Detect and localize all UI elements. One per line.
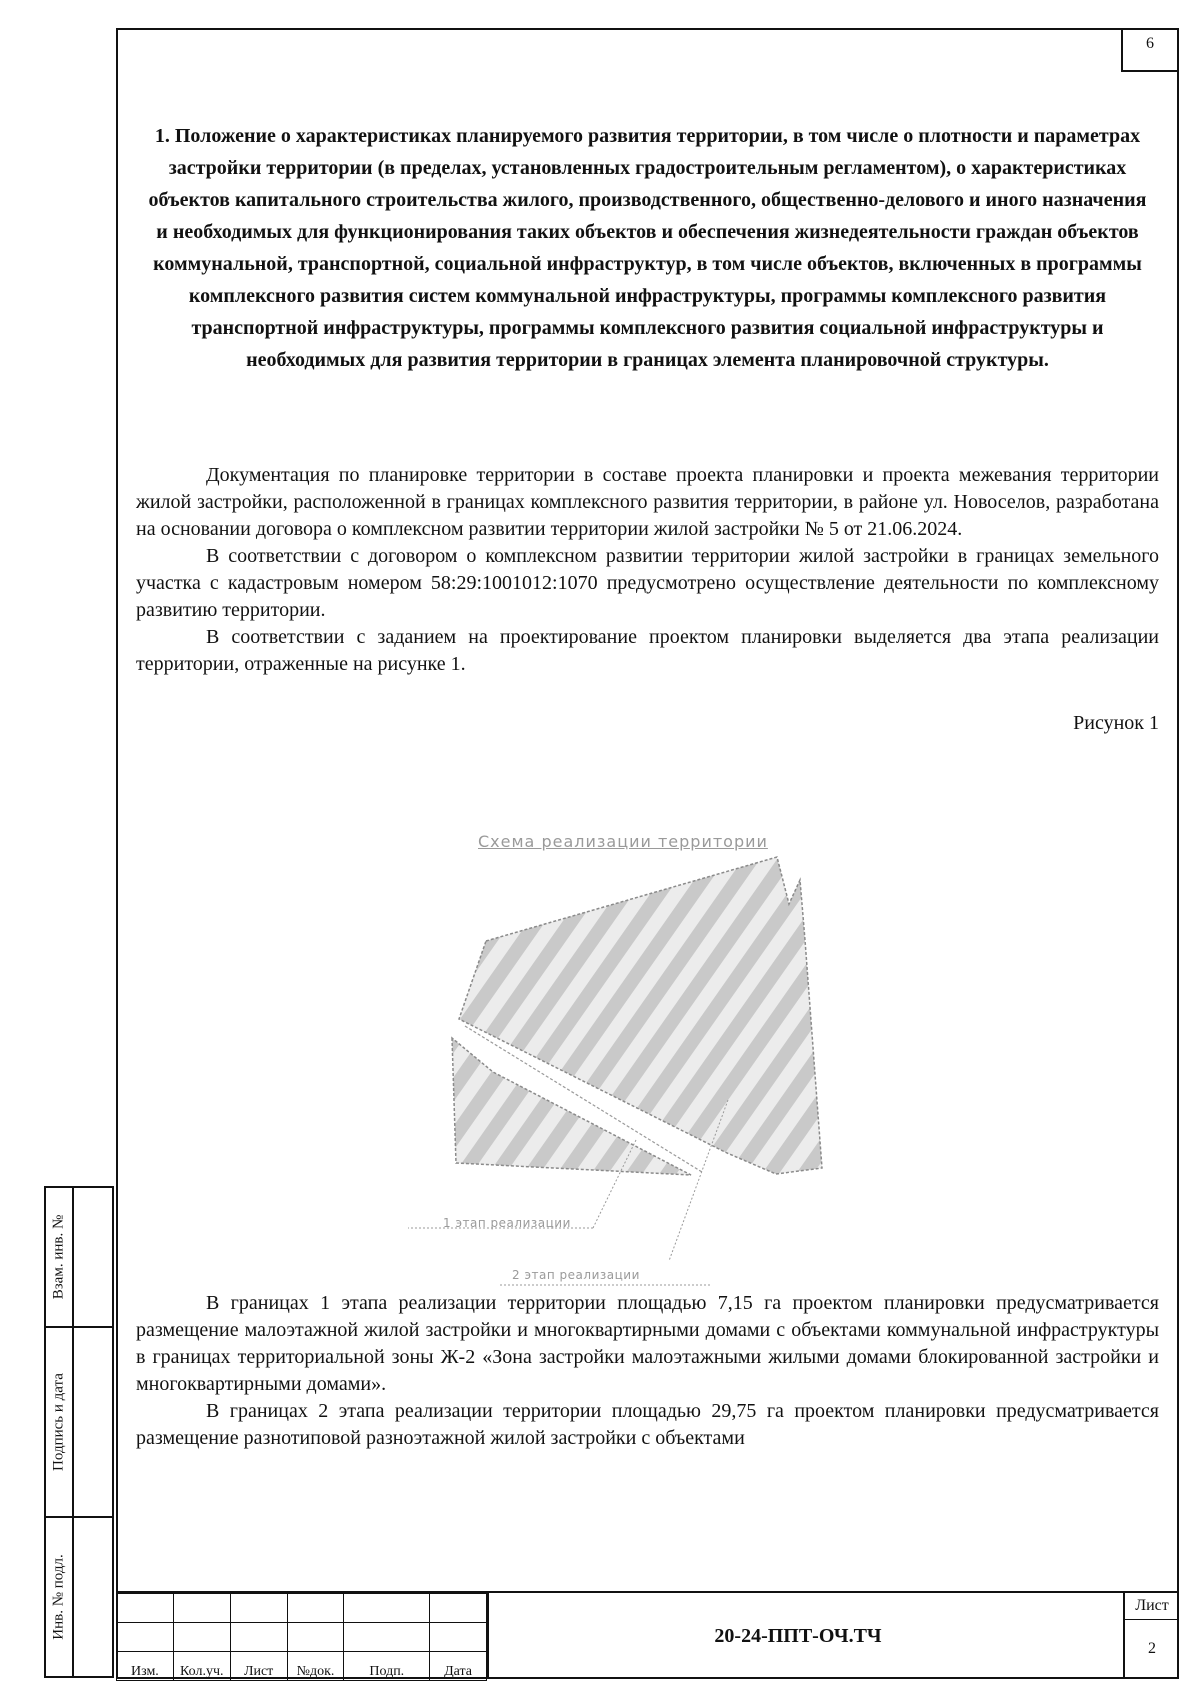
paragraph: В границах 2 этапа реализации территории площадью 29,75 га проектом планировки предусматривается размещение разнотиповой разноэтажной жилой застройки с объектами [136, 1400, 1159, 1449]
territory-scheme-figure [340, 800, 860, 1260]
side-cell-podpis [46, 1328, 112, 1518]
side-label-inv-podl: Инв. № подл. [50, 1554, 67, 1640]
body-text-bottom [136, 1290, 1159, 1452]
stage2-underline [500, 1280, 710, 1290]
column-header-nodok: №док. [287, 1652, 344, 1681]
side-cell-inv-podl [46, 1518, 112, 1676]
body-text-top [136, 462, 1159, 678]
revision-cell [173, 1623, 230, 1652]
top-page-number: 6 [1121, 30, 1177, 72]
scheme-title: Схема реализации территории [478, 832, 768, 851]
revision-cell [430, 1594, 487, 1623]
column-header-kol-uch: Кол.уч. [173, 1652, 230, 1681]
revision-cell [344, 1594, 430, 1623]
column-header-list: Лист [230, 1652, 287, 1681]
figure-label: Рисунок 1 [1073, 712, 1159, 734]
sheet-number: 2 [1148, 1640, 1156, 1657]
column-header-podp: Подп. [344, 1652, 430, 1681]
revision-cell [173, 1594, 230, 1623]
revision-cell [117, 1623, 174, 1652]
section-heading: 1. Положение о характеристиках планируемого развития территории, в том числе о плотности и параметрах застройки территории (в пределах, установленных градостроительным регламентом), о характеристиках объектов капитального строительства жилого, производственного, общественно-делового и иного назначения и необходимых для функционирования таких объектов и обеспечения жизнедеятельности граждан объектов коммунальной, транспортной, социальной инфраструктур, в том числе объектов, включенных в программы комплексного развития систем коммунальной инфраструктуры, программы комплексного развития транспортной инфраструктуры, программы комплексного развития социальной инфраструктуры и необходимых для развития территории в границах элемента планировочной структуры. [148, 125, 1147, 371]
revision-cell [287, 1623, 344, 1652]
stage1-label: 1 этап реализации [443, 1216, 571, 1230]
side-label-vzam-inv: Взам. инв. № [50, 1214, 67, 1300]
sheet-box [1123, 1593, 1179, 1679]
revision-cell [230, 1594, 287, 1623]
side-cell-vzam [46, 1188, 112, 1328]
paragraph: В соответствии с заданием на проектирование проектом планировки выделяется два этапа реализации территории, отраженные на рисунке 1. [136, 626, 1159, 675]
side-stamp [44, 1186, 114, 1678]
sheet-label: Лист [1125, 1593, 1179, 1620]
revision-table [116, 1593, 487, 1681]
paragraph: В границах 1 этапа реализации территории площадью 7,15 га проектом планировки предусматривается размещение малоэтажной жилой застройки и многоквартирными домами с объектами коммунальной инфраструктуры в границах территориальной зоны Ж-2 «Зона застройки малоэтажными жилыми домами блокированной застройки и многоквартирными домами». [136, 1292, 1159, 1395]
column-header-data: Дата [430, 1652, 487, 1681]
title-block [116, 1591, 1179, 1679]
revision-cell [344, 1623, 430, 1652]
stage2-label: 2 этап реализации [512, 1268, 640, 1282]
revision-cell [287, 1594, 344, 1623]
column-header-izm: Изм. [117, 1652, 174, 1681]
side-label-podpis-data: Подпись и дата [50, 1373, 67, 1471]
revision-cell [230, 1623, 287, 1652]
revision-cell [430, 1623, 487, 1652]
paragraph: В соответствии с договором о комплексном развитии территории жилой застройки в границах земельного участка с кадастровым номером 58:29:1001012:1070 предусмотрено осуществление деятельности по комплексному развитию территории. [136, 545, 1159, 621]
document-code: 20-24-ППТ-ОЧ.ТЧ [487, 1593, 1107, 1679]
paragraph: Документация по планировке территории в составе проекта планировки и проекта межевания территории жилой застройки, расположенной в границах комплексного развития территории, в районе ул. Новоселов, разработана на основании договора о комплексном развитии территории жилой застройки № 5 от 21.06.2024. [136, 464, 1159, 540]
revision-cell [117, 1594, 174, 1623]
